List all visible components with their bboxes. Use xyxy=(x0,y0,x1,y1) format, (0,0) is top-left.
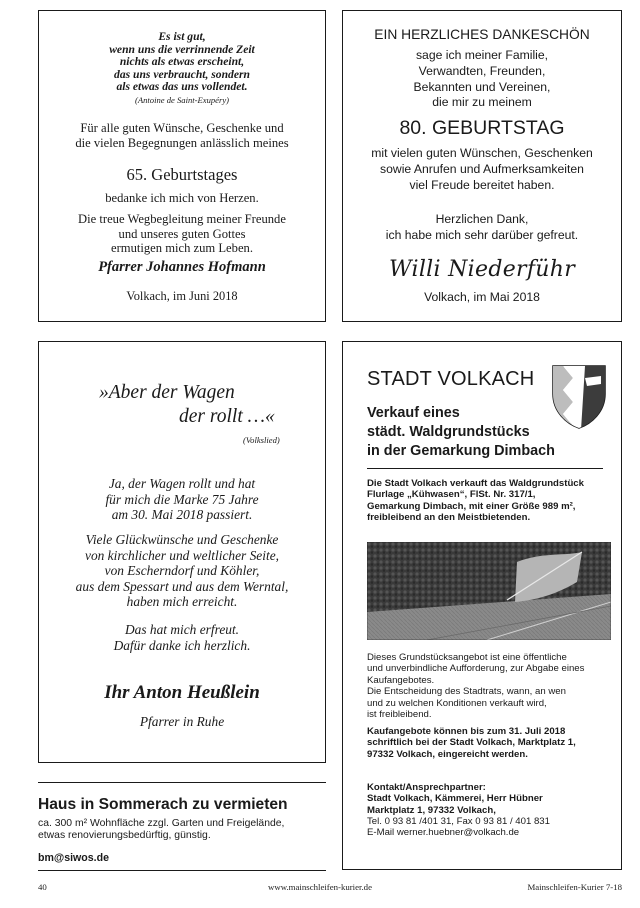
text-line: freibleibend an den Meistbietenden. xyxy=(367,512,531,524)
text-line: und zu welchen Konditionen verkauft wird, xyxy=(367,697,547,709)
text-line: die vielen Begegnungen anlässlich meines xyxy=(75,135,289,150)
text-line: die mir zu meinem xyxy=(432,95,532,110)
contact-details xyxy=(367,816,609,839)
text-line: ist freibleibend. xyxy=(367,709,432,721)
text-line: 97332 Volkach, eingereicht werden. xyxy=(367,748,528,760)
text-line: Marktplatz 1, 97332 Volkach, xyxy=(367,804,496,816)
text-line: Verwandten, Freunden, xyxy=(418,63,546,78)
issue-label: Mainschleifen-Kurier 7-18 xyxy=(527,882,622,892)
text-line: Verkauf eines xyxy=(367,405,460,421)
text-line: viel Freude bereitet haben. xyxy=(409,177,555,192)
thank-you-ad-75th-birthday xyxy=(38,341,326,763)
headline: EIN HERZLICHES DANKESCHÖN xyxy=(374,27,590,42)
thank-you-ad-65th-birthday xyxy=(38,10,326,322)
contact-block xyxy=(367,782,609,816)
paragraph xyxy=(39,532,325,610)
text-line: Kontakt/Ansprechpartner: xyxy=(367,782,486,793)
phone-fax: Tel. 0 93 81 /401 31, Fax 0 93 81 / 401 831 xyxy=(367,816,550,827)
thanks-text xyxy=(39,121,325,150)
paragraph xyxy=(39,476,325,523)
text-line: ca. 300 m² Wohnfläche zzgl. Garten und Freigelände, xyxy=(38,818,285,829)
text-line: Das hat mich erfreut. xyxy=(124,622,240,637)
birthday-highlight: 65. Geburtstages xyxy=(126,165,238,184)
thanks-line: bedanke ich mich von Herzen. xyxy=(105,191,259,205)
signature: Pfarrer Johannes Hofmann xyxy=(98,259,266,275)
paragraph xyxy=(39,622,325,653)
page-number: 40 xyxy=(38,882,47,892)
role: Pfarrer in Ruhe xyxy=(139,714,225,729)
rental-description xyxy=(38,818,284,842)
text-line: Herzlichen Dank, xyxy=(435,212,529,226)
text-line: Kaufangebotes. xyxy=(367,674,435,686)
signature: Ihr Anton Heußlein xyxy=(104,682,260,703)
quote-line: Es ist gut, xyxy=(158,30,206,43)
text-line: Ja, der Wagen rollt und hat xyxy=(108,476,256,491)
text-line: Stadt Volkach, Kämmerei, Herr Hübner xyxy=(367,793,543,805)
quote-line: wenn uns die verrinnende Zeit xyxy=(109,42,255,56)
title-line: »Aber der Wagen xyxy=(99,382,235,403)
body-text xyxy=(343,146,621,193)
text-line: Kaufangebote können bis zum 31. Juli 2018 xyxy=(367,726,566,737)
text-line: und unverbindliche Aufforderung, zur Abgabe eines xyxy=(367,663,585,675)
text-line: schriftlich bei der Stadt Volkach, Marktplatz 1, xyxy=(367,737,576,749)
deadline-text xyxy=(367,726,609,760)
place-date: Volkach, im Juni 2018 xyxy=(126,289,238,303)
website[interactable]: www.mainschleifen-kurier.de xyxy=(268,882,372,892)
thanks-text xyxy=(343,212,621,244)
heading: STADT VOLKACH xyxy=(367,368,535,390)
divider xyxy=(367,468,603,469)
info-text xyxy=(367,652,609,720)
text-line: von kirchlicher und weltlicher Seite, xyxy=(85,547,279,563)
text-line: und unseres guten Gottes xyxy=(118,226,246,241)
text-line: Dafür danke ich herzlich. xyxy=(113,637,251,653)
text-line: für mich die Marke 75 Jahre xyxy=(105,491,259,507)
text-line: Flurlage „Kühwasen“, FlSt. Nr. 317/1, xyxy=(367,489,536,501)
text-line: von Escherndorf und Köhler, xyxy=(104,563,260,578)
text-line: sowie Anrufen und Aufmerksamkeiten xyxy=(380,161,584,176)
coat-of-arms-icon xyxy=(551,364,607,430)
quote-line: nichts als etwas erscheint, xyxy=(119,55,245,69)
quote-line: als etwas das uns vollendet. xyxy=(116,80,248,94)
text-line: mit vielen guten Wünschen, Geschenken xyxy=(371,146,593,160)
divider xyxy=(38,870,326,871)
source: (Volkslied) xyxy=(243,435,280,445)
quote xyxy=(39,31,325,94)
text-line: Die treue Wegbegleitung meiner Freunde xyxy=(78,212,286,226)
intro-text xyxy=(343,48,621,111)
divider xyxy=(38,782,326,783)
text-line: städt. Waldgrundstücks xyxy=(367,424,530,440)
text-line: am 30. Mai 2018 passiert. xyxy=(111,507,253,522)
subheading xyxy=(367,404,555,461)
place-date: Volkach, im Mai 2018 xyxy=(424,290,540,304)
text-line: Bekannten und Vereinen, xyxy=(413,79,551,94)
text-line: ich habe mich sehr darüber gefreut. xyxy=(385,227,579,242)
rental-contact-email[interactable]: bm@siwos.de xyxy=(38,852,109,864)
text-line: aus dem Spessart und aus dem Werntal, xyxy=(75,578,289,594)
text-line: Die Stadt Volkach verkauft das Waldgrundstück xyxy=(367,478,584,489)
title-line: der rollt …« xyxy=(179,406,275,427)
text-line: ermutigen mich zum Leben. xyxy=(111,241,253,256)
text-line: Viele Glückwünsche und Geschenke xyxy=(85,532,279,547)
text-line: Dieses Grundstücksangebot ist eine öffentliche xyxy=(367,652,567,663)
quote-author: (Antoine de Saint-Exupéry) xyxy=(134,95,230,105)
birthday-highlight: 80. GEBURTSTAG xyxy=(399,117,565,139)
rental-title: Haus in Sommerach zu vermieten xyxy=(38,796,288,813)
text-line: etwas renovierungsbedürftig, günstig. xyxy=(38,830,211,842)
text-line: Gemarkung Dimbach, mit einer Größe 989 m², xyxy=(367,500,576,512)
text-line: in der Gemarkung Dimbach xyxy=(367,443,555,459)
text-line: Für alle guten Wünsche, Geschenke und xyxy=(80,121,284,135)
signature: Willi Niederführ xyxy=(388,257,576,282)
email[interactable]: E-Mail werner.huebner@volkach.de xyxy=(367,827,520,839)
quote-line: das uns verbraucht, sondern xyxy=(114,67,250,81)
aerial-photo xyxy=(367,542,611,640)
encouragement-text xyxy=(39,212,325,256)
thank-you-ad-80th-birthday xyxy=(342,10,622,322)
text-line: haben mich erreicht. xyxy=(126,594,238,609)
sale-intro xyxy=(367,478,609,524)
text-line: Die Entscheidung des Stadtrats, wann, an wen xyxy=(367,686,566,698)
stadt-volkach-sale-notice xyxy=(342,341,622,870)
text-line: sage ich meiner Familie, xyxy=(415,48,549,62)
